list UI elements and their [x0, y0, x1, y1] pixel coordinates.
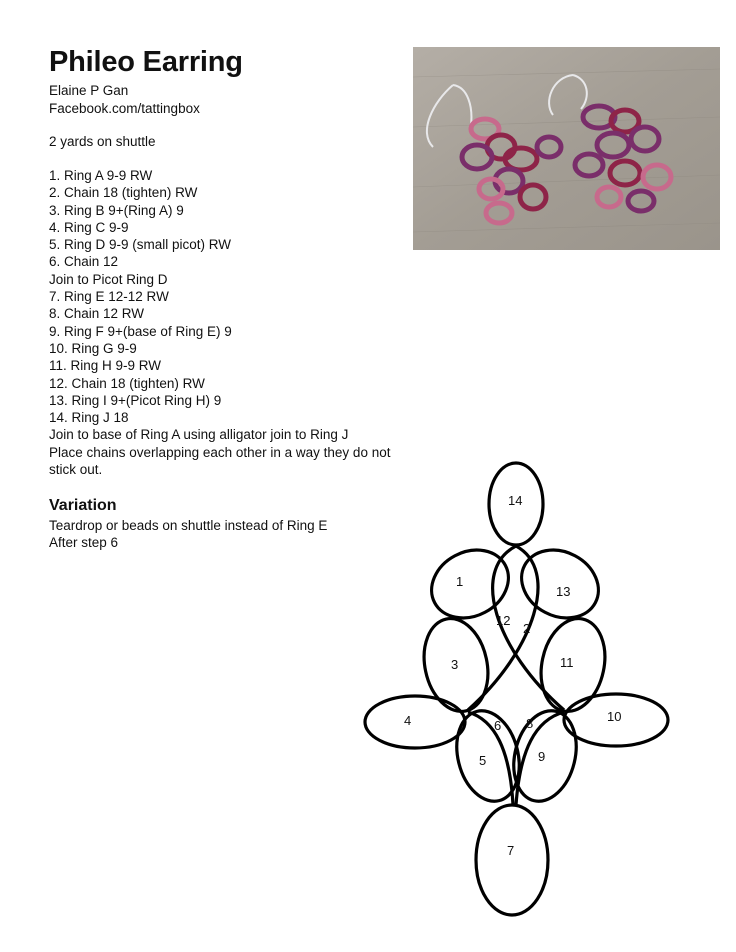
instruction-step: Join to Picot Ring D [49, 271, 168, 287]
instruction-step: 3. Ring B 9+(Ring A) 9 [49, 202, 184, 218]
instruction-step: 11. Ring H 9-9 RW [49, 358, 162, 374]
instruction-step: 14. Ring J 18 [49, 410, 129, 426]
ring-label: 7 [507, 843, 515, 858]
instruction-step: 5. Ring D 9-9 (small picot) RW [49, 237, 232, 253]
chain-label: 8 [526, 716, 534, 731]
instruction-step: 10. Ring G 9-9 [49, 340, 137, 356]
earring-photo [413, 47, 720, 250]
ring-label: 13 [556, 584, 571, 599]
instruction-list [49, 167, 409, 478]
instruction-step: Join to base of Ring A using alligator join to Ring J [49, 427, 349, 443]
chain-label: 2 [523, 621, 531, 636]
chain-label: 12 [496, 613, 511, 628]
ring-4 [365, 696, 465, 748]
instruction-step: 12. Chain 18 (tighten) RW [49, 375, 205, 391]
chain-label: 6 [494, 718, 502, 733]
ring-7 [476, 805, 548, 915]
ring-label: 1 [456, 574, 464, 589]
ring-label: 10 [607, 709, 622, 724]
ring-label: 3 [451, 657, 459, 672]
instruction-step: 4. Ring C 9-9 [49, 219, 129, 235]
instruction-step: Place chains overlapping each other in a way they do not stick out. [49, 444, 391, 478]
instruction-step: 8. Chain 12 RW [49, 306, 145, 322]
instruction-step: 2. Chain 18 (tighten) RW [49, 185, 198, 201]
variation-line: Teardrop or beads on shuttle instead of Ring E [49, 518, 328, 533]
ring-label: 5 [479, 753, 487, 768]
variation-line: After step 6 [49, 535, 119, 551]
variation-body [49, 517, 327, 552]
instruction-step: 1. Ring A 9-9 RW [49, 168, 153, 183]
instruction-step: 7. Ring E 12-12 RW [49, 289, 169, 305]
yards-note: 2 yards on shuttle [49, 134, 156, 149]
tatting-diagram [360, 460, 670, 920]
instruction-step: 6. Chain 12 [49, 254, 119, 270]
website: Facebook.com/tattingbox [49, 101, 200, 116]
page-title: Phileo Earring [49, 46, 243, 78]
variation-heading: Variation [49, 497, 117, 514]
ring-label: 4 [404, 713, 412, 728]
instruction-step: 9. Ring F 9+(base of Ring E) 9 [49, 323, 232, 339]
author-name: Elaine P Gan [49, 83, 129, 98]
ring-label: 9 [538, 749, 546, 764]
instruction-step: 13. Ring I 9+(Picot Ring H) 9 [49, 392, 222, 408]
author-block [49, 82, 200, 118]
ring-label: 14 [508, 493, 523, 508]
ring-label: 11 [560, 655, 574, 670]
